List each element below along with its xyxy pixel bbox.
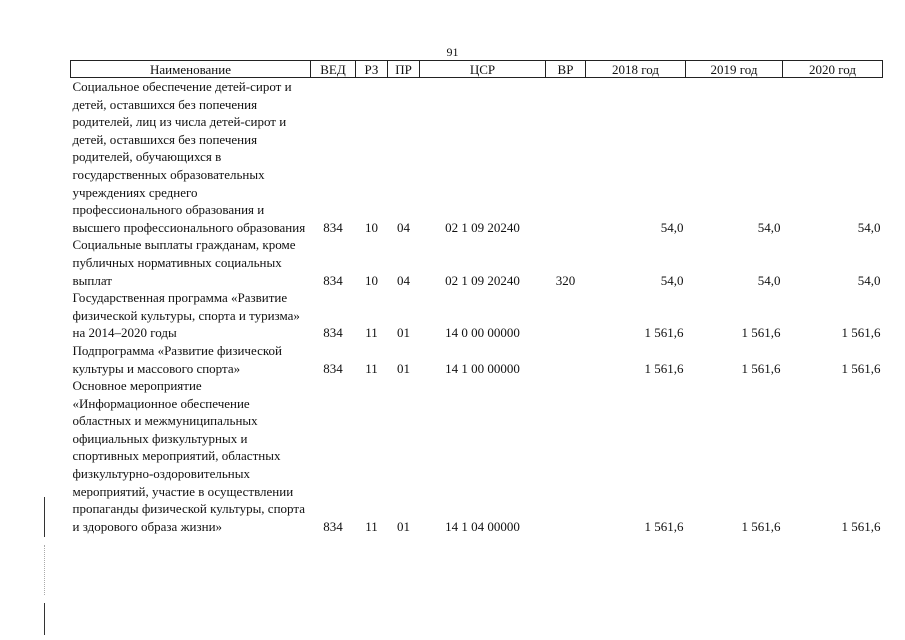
- row-pr: 01: [397, 518, 410, 534]
- budget-table: [70, 60, 883, 535]
- row-ved: 834: [323, 272, 343, 288]
- row-2018: 1 561,6: [644, 360, 684, 376]
- row-rz: 11: [365, 518, 378, 534]
- row-name: Социальные выплаты гражданам, кроме публичных нормативных социальных выплат: [72, 237, 296, 288]
- row-2018: 1 561,6: [644, 518, 684, 534]
- row-name: Государственная программа «Развитие физической культуры, спорта и туризма» на 2014–2020 годы: [72, 290, 300, 341]
- row-2020: 54,0: [857, 219, 881, 235]
- row-csr: 02 1 09 20240: [445, 219, 520, 235]
- row-2019: 1 561,6: [741, 325, 781, 341]
- row-vr: [546, 342, 586, 377]
- row-2019: 1 561,6: [741, 360, 781, 376]
- row-ved: 834: [323, 518, 343, 534]
- table-row: [71, 377, 883, 535]
- row-vr: 320: [555, 272, 576, 288]
- row-ved: 834: [323, 325, 343, 341]
- row-csr: 14 1 00 00000: [445, 360, 520, 376]
- scan-mark: [44, 545, 45, 595]
- scan-mark: [44, 603, 45, 635]
- row-csr: 02 1 09 20240: [445, 272, 520, 288]
- row-2019: 1 561,6: [741, 518, 781, 534]
- row-2020: 1 561,6: [841, 518, 881, 534]
- header-ved: ВЕД: [311, 61, 356, 78]
- row-rz: 11: [365, 325, 378, 341]
- header-2020: 2020 год: [783, 61, 883, 78]
- header-2019: 2019 год: [686, 61, 783, 78]
- row-rz: 10: [365, 272, 378, 288]
- row-name: Социальное обеспечение детей-сирот и детей, оставшихся без попечения родителей, лиц из числа детей-сирот и детей, оставшихся без попечения родителей, обучающихся в государственных образовательных учреждениях среднего профессионального образования и высшего профессионального образования: [72, 79, 306, 235]
- table-row: [71, 236, 883, 289]
- table-row: [71, 289, 883, 342]
- row-rz: 11: [365, 360, 378, 376]
- row-pr: 01: [397, 325, 410, 341]
- row-2019: 54,0: [757, 219, 781, 235]
- header-pr: ПР: [388, 61, 420, 78]
- row-2018: 54,0: [660, 219, 684, 235]
- row-2020: 1 561,6: [841, 360, 881, 376]
- row-ved: 834: [323, 219, 343, 235]
- row-rz: 10: [365, 219, 378, 235]
- row-name: Подпрограмма «Развитие физической культуры и массового спорта»: [72, 342, 282, 376]
- header-2018: 2018 год: [586, 61, 686, 78]
- row-name: Основное мероприятие «Информационное обеспечение областных и межмуниципальных официальных физкультурных и спортивных мероприятий, областных физкультурно-оздоровительных мероприятий, участие в осуществлении пропаганды физической культуры, спорта и здорового образа жизни»: [72, 378, 305, 534]
- row-pr: 01: [397, 360, 410, 376]
- row-2020: 54,0: [857, 272, 881, 288]
- header-vr: ВР: [546, 61, 586, 78]
- page-number: 91: [446, 45, 459, 59]
- header-name: Наименование: [71, 61, 311, 78]
- row-csr: 14 0 00 00000: [445, 325, 520, 341]
- table-row: [71, 78, 883, 237]
- row-ved: 834: [323, 360, 343, 376]
- row-vr: [546, 289, 586, 342]
- table-row: [71, 342, 883, 377]
- header-rz: РЗ: [356, 61, 388, 78]
- row-pr: 04: [397, 272, 410, 288]
- header-csr: ЦСР: [420, 61, 546, 78]
- table-header-row: [71, 61, 883, 78]
- row-2018: 54,0: [660, 272, 684, 288]
- row-vr: [546, 377, 586, 535]
- scan-mark: [44, 497, 45, 537]
- row-pr: 04: [397, 219, 410, 235]
- row-2020: 1 561,6: [841, 325, 881, 341]
- row-vr: [546, 78, 586, 237]
- row-2018: 1 561,6: [644, 325, 684, 341]
- row-csr: 14 1 04 00000: [445, 518, 520, 534]
- row-2019: 54,0: [757, 272, 781, 288]
